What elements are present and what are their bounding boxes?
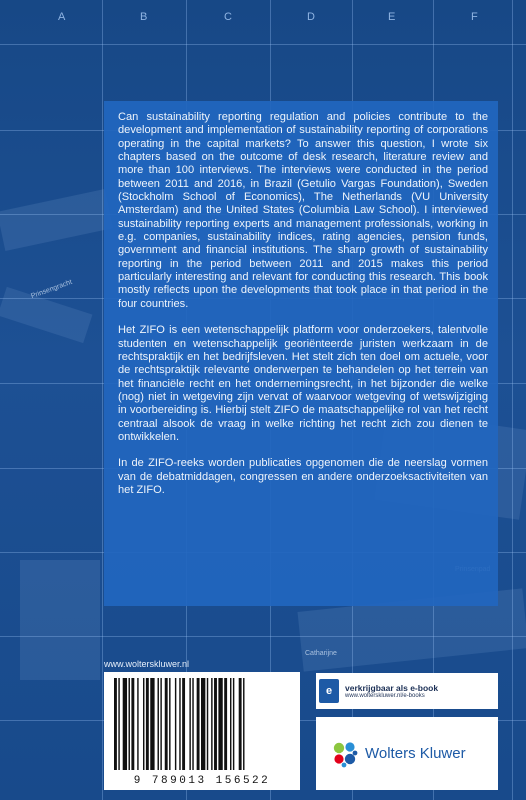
- grid-ruler: [0, 0, 526, 34]
- blurb-paragraph-series: In de ZIFO-reeks worden publicaties opgenomen die de neerslag vormen van de debatmiddagen, congressen en andere onderzoeksactiviteiten van het ZIFO.: [118, 457, 488, 496]
- barcode-bar: [175, 678, 176, 770]
- publisher-name: Wolters Kluwer: [365, 745, 466, 762]
- grid-label-d: D: [307, 11, 315, 23]
- barcode-bar: [150, 678, 154, 770]
- grid-label-b: B: [140, 11, 148, 23]
- grid-label-c: C: [224, 11, 232, 23]
- barcode-bar: [230, 678, 231, 770]
- barcode-bar: [197, 678, 200, 770]
- ebook-title: verkrijgbaar als e-book: [345, 683, 439, 693]
- grid-label-f: F: [471, 11, 478, 23]
- barcode-bar: [201, 678, 205, 770]
- barcode-bar: [233, 678, 234, 770]
- barcode-bar: [192, 678, 193, 770]
- barcode-bar: [211, 678, 212, 770]
- barcode-bar: [118, 678, 119, 770]
- map-label-1: Prinsengracht: [30, 278, 74, 301]
- barcode-bars: [112, 678, 292, 770]
- barcode-bar: [158, 678, 159, 770]
- grid-label-e: E: [388, 11, 396, 23]
- barcode-bar: [239, 678, 242, 770]
- publisher-url[interactable]: www.wolterskluwer.nl: [104, 659, 190, 669]
- blurb-panel: [104, 101, 498, 606]
- ebook-icon: e: [319, 679, 339, 703]
- barcode-bar: [189, 678, 190, 770]
- isbn-number: 9 789013 156522: [133, 775, 271, 787]
- barcode-bar: [143, 678, 144, 770]
- barcode-bar: [224, 678, 227, 770]
- barcode-bar: [179, 678, 180, 770]
- barcode-bar: [165, 678, 168, 770]
- barcode-bar: [137, 678, 138, 770]
- barcode-bar: [182, 678, 185, 770]
- wolters-kluwer-logo-icon: [330, 739, 360, 769]
- barcode-bar: [218, 678, 222, 770]
- barcode-bar: [207, 678, 208, 770]
- ebook-url: www.wolterskluwer.nl/e-books: [345, 693, 425, 699]
- barcode-bar: [214, 678, 217, 770]
- barcode-bar: [114, 678, 117, 770]
- barcode-bar: [160, 678, 161, 770]
- barcode-bar: [129, 678, 130, 770]
- grid-label-a: A: [58, 11, 66, 23]
- barcode-bar: [146, 678, 149, 770]
- map-label-3: Catharijne: [305, 650, 337, 657]
- ebook-badge: [316, 673, 498, 709]
- barcode: [104, 672, 300, 790]
- barcode-bar: [123, 678, 127, 770]
- barcode-bar: [131, 678, 134, 770]
- barcode-bar: [169, 678, 170, 770]
- barcode-bar: [243, 678, 244, 770]
- blurb-paragraph-zifo: Het ZIFO is een wetenschappelijk platform voor onderzoekers, talentvolle studenten en wetenschappelijk georiënteerde juristen werkzaam in de rechtspraktijk en het bedrijfsleven. Het stelt zich ten doel om actuele, voor de rechtspraktijk relevante onderwerpen te behandelen op het terrein van het financiële recht en het ondernemingsrecht, in het bijzonder die welke (nog) niet in wetgeving zijn vervat of waarvoor wetgeving of wetswijziging in voorbereiding is. Hierbij stelt ZIFO de maatschappelijke rol van het recht centraal alsook de vraag in welke richting het recht zich zou dienen te ontwikkelen.: [118, 324, 488, 443]
- blurb-paragraph-english: Can sustainability reporting regulation and policies contribute to the development and implementation of sustainability reporting of corporations operating in the capital markets? To answer this question, I wrote six chapters based on the outcome of desk research, literature review and more than 100 interviews. The interviews were conducted in the period between 2011 and 2016, in Brazil (Getulio Vargas Foundation), Sweden (Stockholm School of Economics), The Netherlands (VU University Amsterdam) and the United States (Columbia Law School). I interviewed sustainability reporting experts and management professionals, working in e.g. companies, sustainability indices, rating agencies, pension funds, government and financial institutions. The sharp growth of sustainability reporting in the period between 2011 and 2015 makes this period particularly interesting and relevant for conducting this research. This book mostly reflects upon the developments that took place in that period in the four countries.: [118, 111, 488, 310]
- publisher-logo-box: [316, 717, 498, 790]
